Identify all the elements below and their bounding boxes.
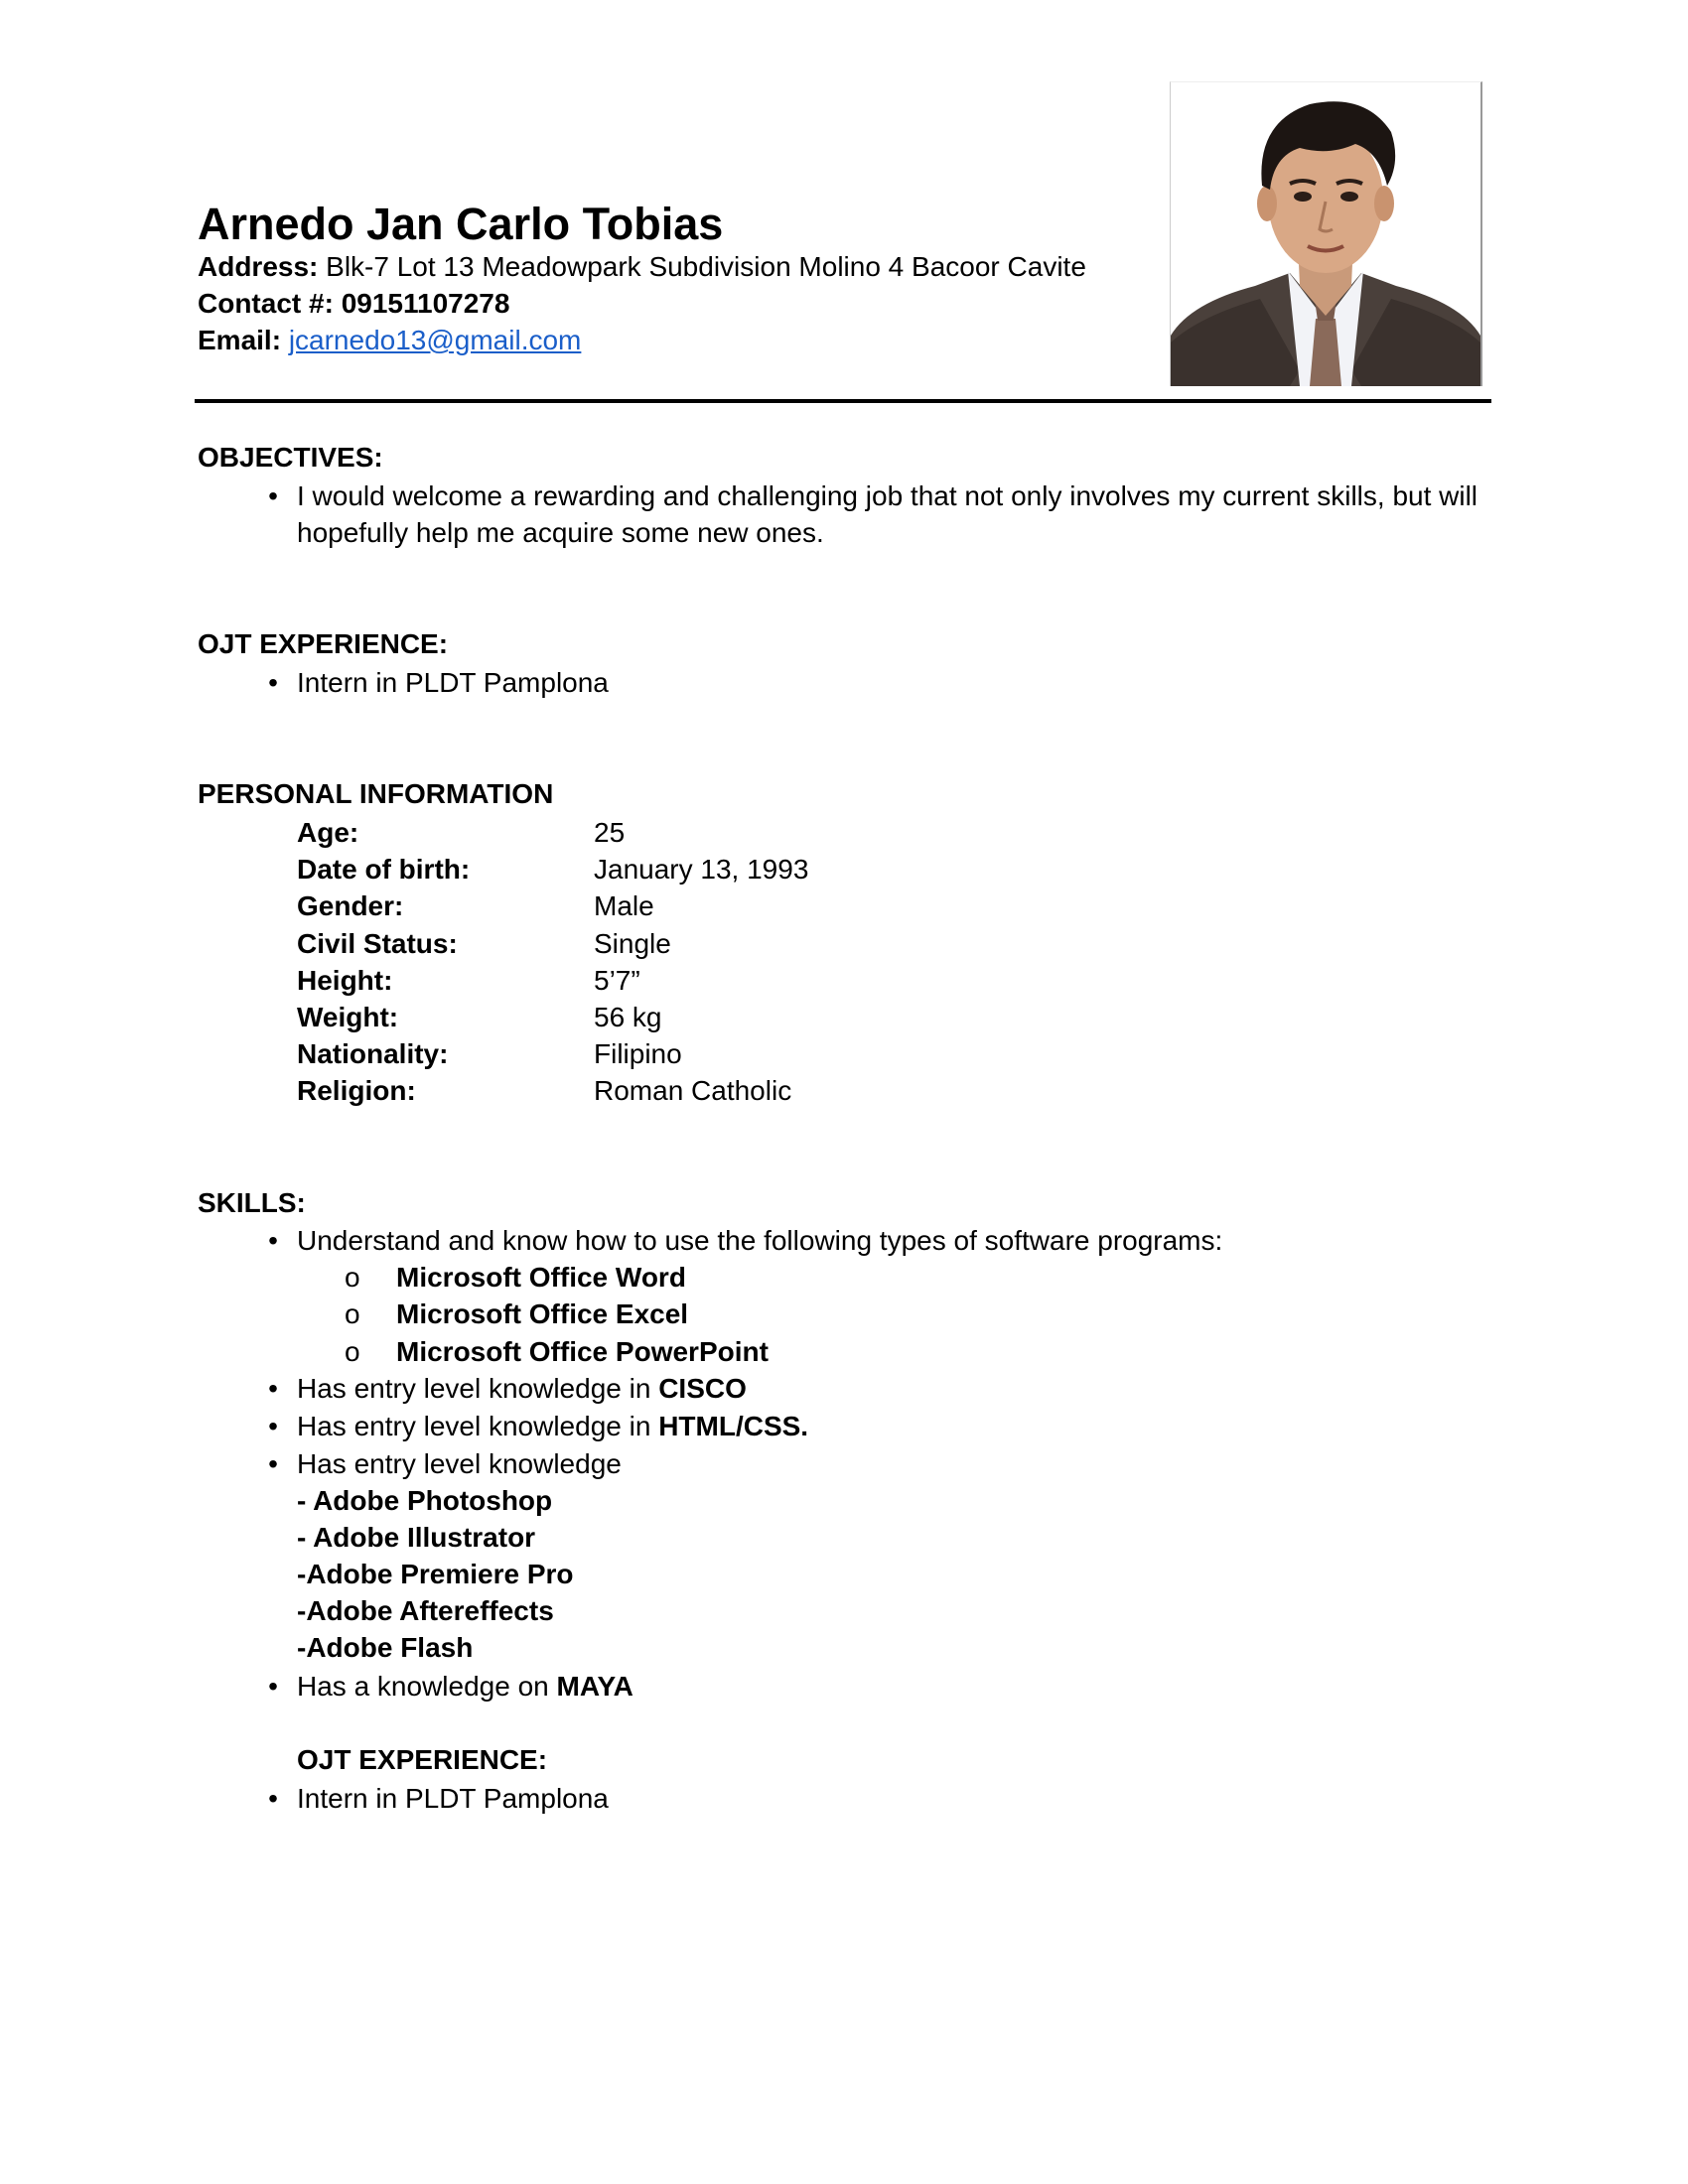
- skills-adobe-intro: Has entry level knowledge: [297, 1448, 622, 1479]
- info-label-civil-status: Civil Status:: [297, 928, 458, 959]
- bullet-icon: •: [268, 1373, 278, 1404]
- circle-bullet-icon: o: [345, 1262, 360, 1293]
- adobe-item: - Adobe Photoshop: [297, 1485, 553, 1516]
- ojt-repeat-heading: OJT EXPERIENCE:: [297, 1744, 548, 1775]
- adobe-item: -Adobe Premiere Pro: [297, 1559, 574, 1589]
- skills-maya: [297, 1668, 1498, 1705]
- info-label-gender: Gender:: [297, 890, 404, 921]
- address-line: [198, 248, 1086, 285]
- info-label-height: Height:: [297, 965, 393, 996]
- bullet-icon: •: [268, 480, 278, 511]
- skills-intro: Understand and know how to use the following types of software programs:: [297, 1225, 1223, 1256]
- software-excel: Microsoft Office Excel: [396, 1298, 689, 1329]
- objectives-line-2: hopefully help me acquire some new ones.: [297, 517, 824, 548]
- skills-html-bold: HTML/CSS.: [658, 1411, 809, 1441]
- circle-bullet-icon: o: [345, 1336, 360, 1367]
- email-link[interactable]: jcarnedo13@gmail.com: [288, 325, 582, 355]
- objectives-heading: OBJECTIVES:: [198, 442, 383, 473]
- info-label-age: Age:: [297, 817, 359, 848]
- software-word: Microsoft Office Word: [396, 1262, 686, 1293]
- person-photo-icon: [1171, 82, 1480, 386]
- skills-html-prefix: Has entry level knowledge in: [297, 1411, 659, 1441]
- info-value-weight: 56 kg: [594, 1002, 662, 1032]
- adobe-item: -Adobe Flash: [297, 1632, 474, 1663]
- address-value: Blk-7 Lot 13 Meadowpark Subdivision Molino 4 Bacoor Cavite: [326, 251, 1086, 282]
- email-label: Email:: [198, 325, 282, 355]
- bullet-icon: •: [268, 1671, 278, 1702]
- objectives-line-1: I would welcome a rewarding and challenging job that not only involves my current skills, but will: [297, 480, 1478, 511]
- info-value-gender: Male: [594, 890, 654, 921]
- skills-maya-bold: MAYA: [556, 1671, 633, 1702]
- adobe-item: -Adobe Aftereffects: [297, 1595, 554, 1626]
- info-value-civil-status: Single: [594, 928, 671, 959]
- bullet-icon: •: [268, 1448, 278, 1479]
- bullet-icon: •: [268, 1783, 278, 1814]
- contact-line: [198, 285, 509, 322]
- ojt-repeat-text: Intern in PLDT Pamplona: [297, 1783, 609, 1814]
- info-label-weight: Weight:: [297, 1002, 399, 1032]
- header-divider: [195, 399, 1491, 403]
- info-label-nationality: Nationality:: [297, 1038, 449, 1069]
- skills-cisco-bold: CISCO: [658, 1373, 747, 1404]
- circle-bullet-icon: o: [345, 1298, 360, 1329]
- skills-heading: SKILLS:: [198, 1187, 306, 1218]
- skills-maya-prefix: Has a knowledge on: [297, 1671, 557, 1702]
- bullet-icon: •: [268, 1225, 278, 1256]
- info-value-religion: Roman Catholic: [594, 1075, 792, 1106]
- address-label: Address:: [198, 251, 319, 282]
- contact-value: 09151107278: [341, 288, 510, 319]
- bullet-icon: •: [268, 667, 278, 698]
- info-label-dob: Date of birth:: [297, 854, 471, 885]
- skills-html: [297, 1408, 1498, 1444]
- skills-cisco: [297, 1370, 1498, 1407]
- contact-label: Contact #:: [198, 288, 334, 319]
- ojt-heading: OJT EXPERIENCE:: [198, 628, 449, 659]
- info-label-religion: Religion:: [297, 1075, 416, 1106]
- applicant-name: Arnedo Jan Carlo Tobias: [198, 199, 724, 249]
- info-value-dob: January 13, 1993: [594, 854, 809, 885]
- info-value-age: 25: [594, 817, 626, 848]
- ojt-item-text: Intern in PLDT Pamplona: [297, 667, 609, 698]
- bullet-icon: •: [268, 1411, 278, 1441]
- software-powerpoint: Microsoft Office PowerPoint: [396, 1336, 769, 1367]
- skills-cisco-prefix: Has entry level knowledge in: [297, 1373, 659, 1404]
- info-value-height: 5’7”: [594, 965, 640, 996]
- info-value-nationality: Filipino: [594, 1038, 682, 1069]
- personal-heading: PERSONAL INFORMATION: [198, 778, 554, 809]
- email-line: [198, 322, 581, 358]
- adobe-item: - Adobe Illustrator: [297, 1522, 536, 1553]
- profile-photo: [1170, 81, 1482, 386]
